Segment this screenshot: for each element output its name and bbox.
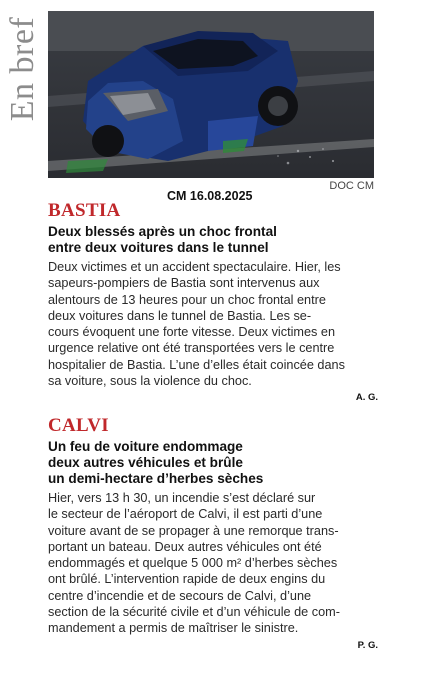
headline-line: deux autres véhicules et brûle — [48, 455, 243, 470]
article-headline — [48, 224, 378, 256]
body-line: centre d’incendie et de secours de Calvi, d’une — [48, 588, 312, 603]
headline-line: Un feu de voiture endommage — [48, 439, 243, 454]
body-line: endommagés et quelque 5 000 m² d’herbes sèches — [48, 556, 338, 571]
body-line: urgence relative ont été transportées vers le centre — [48, 341, 335, 356]
body-line: portant un bateau. Deux autres véhicules ont été — [48, 539, 322, 554]
headline-line: entre deux voitures dans le tunnel — [48, 240, 269, 255]
article-place: BASTIA — [48, 200, 121, 221]
article-headline — [48, 439, 378, 487]
article-bastia — [48, 200, 378, 403]
section-title — [3, 10, 43, 128]
body-line: sa voiture, sous la violence du choc. — [48, 374, 252, 389]
body-line: cours évoquent une forte vitesse. Deux victimes en — [48, 325, 336, 340]
body-line: Hier, vers 13 h 30, un incendie s’est déclaré sur — [48, 491, 316, 505]
body-line: alentours de 13 heures pour un choc frontal entre — [48, 292, 326, 307]
body-line: mandement a permis de maîtriser le sinistre. — [48, 621, 299, 636]
body-line: deux voitures dans le tunnel de Bastia. Les se- — [48, 308, 312, 323]
crashed-car-image — [48, 11, 374, 178]
date-stamp: CM 16.08.2025 — [167, 189, 253, 203]
article-body — [48, 490, 378, 637]
photo-credit: DOC CM — [329, 180, 374, 192]
body-line: sapeurs-pompiers de Bastia sont intervenus aux — [48, 276, 320, 291]
body-line: voiture avant de se propager à une remorque trans- — [48, 523, 339, 538]
article-signature: A. G. — [355, 392, 378, 404]
headline-line: un demi-hectare d’herbes sèches — [48, 471, 264, 486]
article-place: CALVI — [48, 415, 109, 436]
body-line: Deux victimes et un accident spectaculaire. Hier, les — [48, 260, 341, 274]
body-line: ont brûlé. L’intervention rapide de deux engins du — [48, 572, 326, 587]
article-signature: P. G. — [357, 639, 378, 651]
article-calvi — [48, 415, 378, 651]
body-line: section de la sécurité civile et d’un véhicule de com- — [48, 605, 340, 620]
article-body — [48, 259, 378, 389]
body-line: hospitalier de Bastia. L’une d’elles était coincée dans — [48, 357, 345, 372]
body-line: le secteur de l’aéroport de Calvi, il est parti d’une — [48, 507, 323, 522]
headline-line: Deux blessés après un choc frontal — [48, 224, 277, 239]
crash-photo — [48, 11, 374, 178]
section-title-text: En bref — [4, 16, 41, 122]
